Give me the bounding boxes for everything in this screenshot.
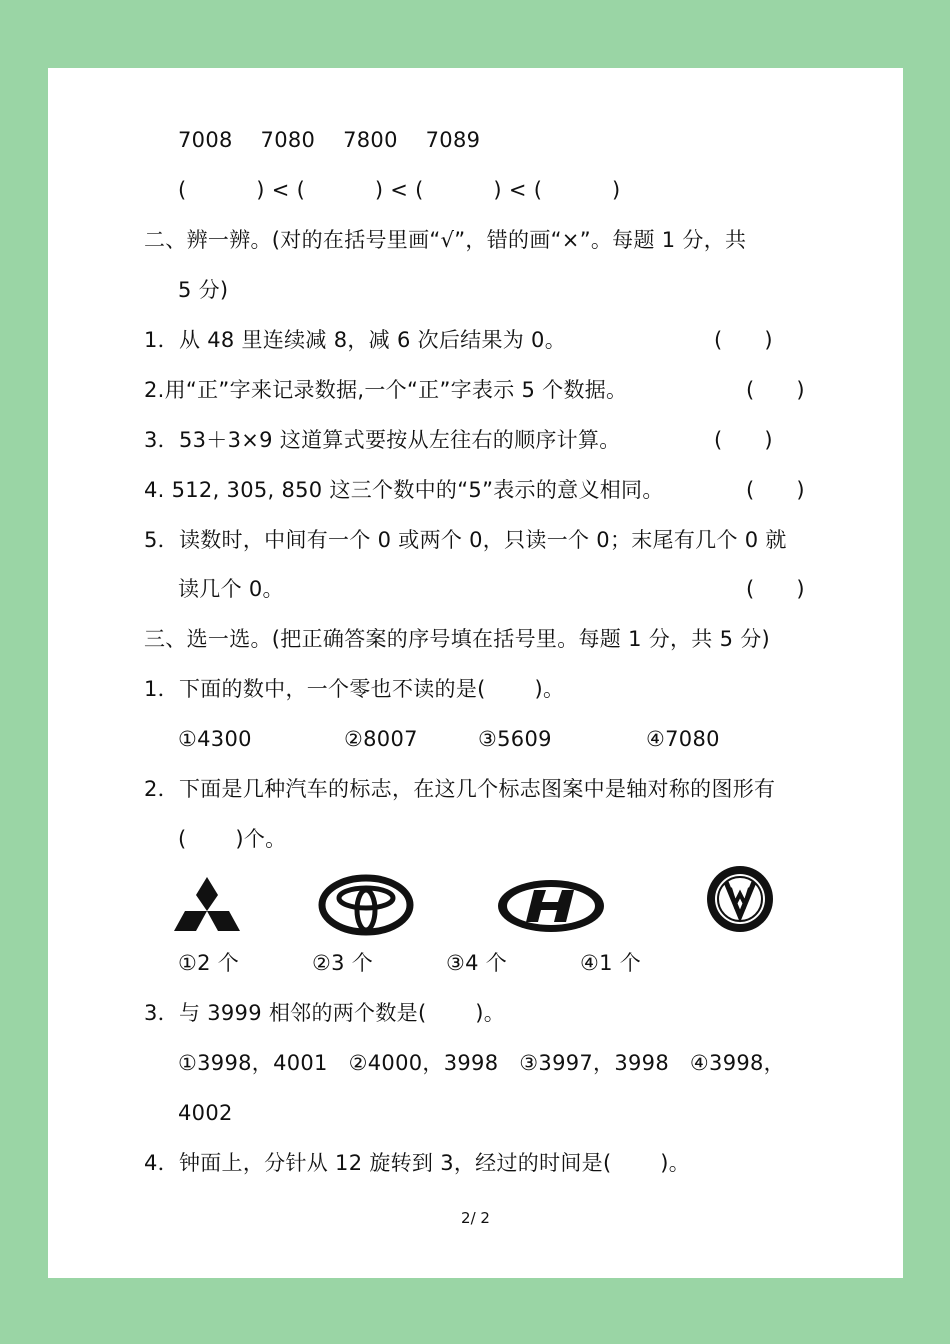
s2-item-4-bracket: ( ) [746, 478, 805, 502]
s2-item-2-bracket: ( ) [746, 378, 805, 402]
s2-item-2: 2.用“正”字来记录数据,一个“正”字表示 5 个数据。 [144, 378, 628, 402]
s3-q3: 3．与 3999 相邻的两个数是( )。 [144, 1001, 506, 1025]
toyota-logo [318, 874, 414, 936]
s2-item-4: 4. 512, 305, 850 这三个数中的“5”表示的意义相同。 [144, 478, 664, 502]
worksheet-page [48, 68, 903, 1278]
s2-item-1: 1．从 48 里连续减 8，减 6 次后结果为 0。 [144, 328, 567, 352]
s2-item-5: 5．读数时，中间有一个 0 或两个 0，只读一个 0；末尾有几个 0 就 [144, 528, 787, 552]
s3-q2-cont: ( )个。 [178, 827, 287, 851]
s3-q2-opt-1: ①2 个 [178, 951, 240, 975]
s2-item-3-bracket: ( ) [714, 428, 773, 452]
s3-q2-opt-3: ③4 个 [446, 951, 508, 975]
section3-title: 三、选一选。(把正确答案的序号填在括号里。每题 1 分，共 5 分) [144, 627, 771, 651]
hyundai-logo [496, 878, 606, 934]
s3-q1-opt-1: ①4300 [178, 727, 252, 751]
volkswagen-logo [704, 864, 776, 934]
s3-q2-opt-4: ④1 个 [580, 951, 642, 975]
numbers-row: 7008 7080 7800 7089 [178, 128, 481, 152]
s3-q3-options-cont: 4002 [178, 1101, 233, 1125]
s3-q1-opt-3: ③5609 [478, 727, 552, 751]
s3-q1: 1．下面的数中，一个零也不读的是( )。 [144, 677, 565, 701]
s3-q2-opt-2: ②3 个 [312, 951, 374, 975]
s3-q3-options: ①3998，4001 ②4000，3998 ③3997，3998 ④3998， [178, 1051, 785, 1075]
section2-title-cont: 5 分) [178, 278, 229, 302]
s2-item-1-bracket: ( ) [714, 328, 773, 352]
ordering-blanks: ( ) < ( ) < ( ) < ( ) [178, 178, 621, 202]
section2-title: 二、辨一辨。(对的在括号里画“√”，错的画“×”。每题 1 分，共 [144, 228, 747, 252]
page-number: 2/ 2 [461, 1209, 490, 1227]
mitsubishi-logo [172, 875, 242, 935]
s3-q1-opt-4: ④7080 [646, 727, 720, 751]
s2-item-3: 3．53＋3×9 这道算式要按从左往右的顺序计算。 [144, 428, 621, 452]
s3-q1-opt-2: ②8007 [344, 727, 418, 751]
s2-item-5-bracket: ( ) [746, 577, 805, 601]
s3-q4: 4．钟面上，分针从 12 旋转到 3，经过的时间是( )。 [144, 1151, 691, 1175]
s2-item-5-cont: 读几个 0。 [178, 577, 284, 601]
s3-q2: 2．下面是几种汽车的标志，在这几个标志图案中是轴对称的图形有 [144, 777, 776, 801]
